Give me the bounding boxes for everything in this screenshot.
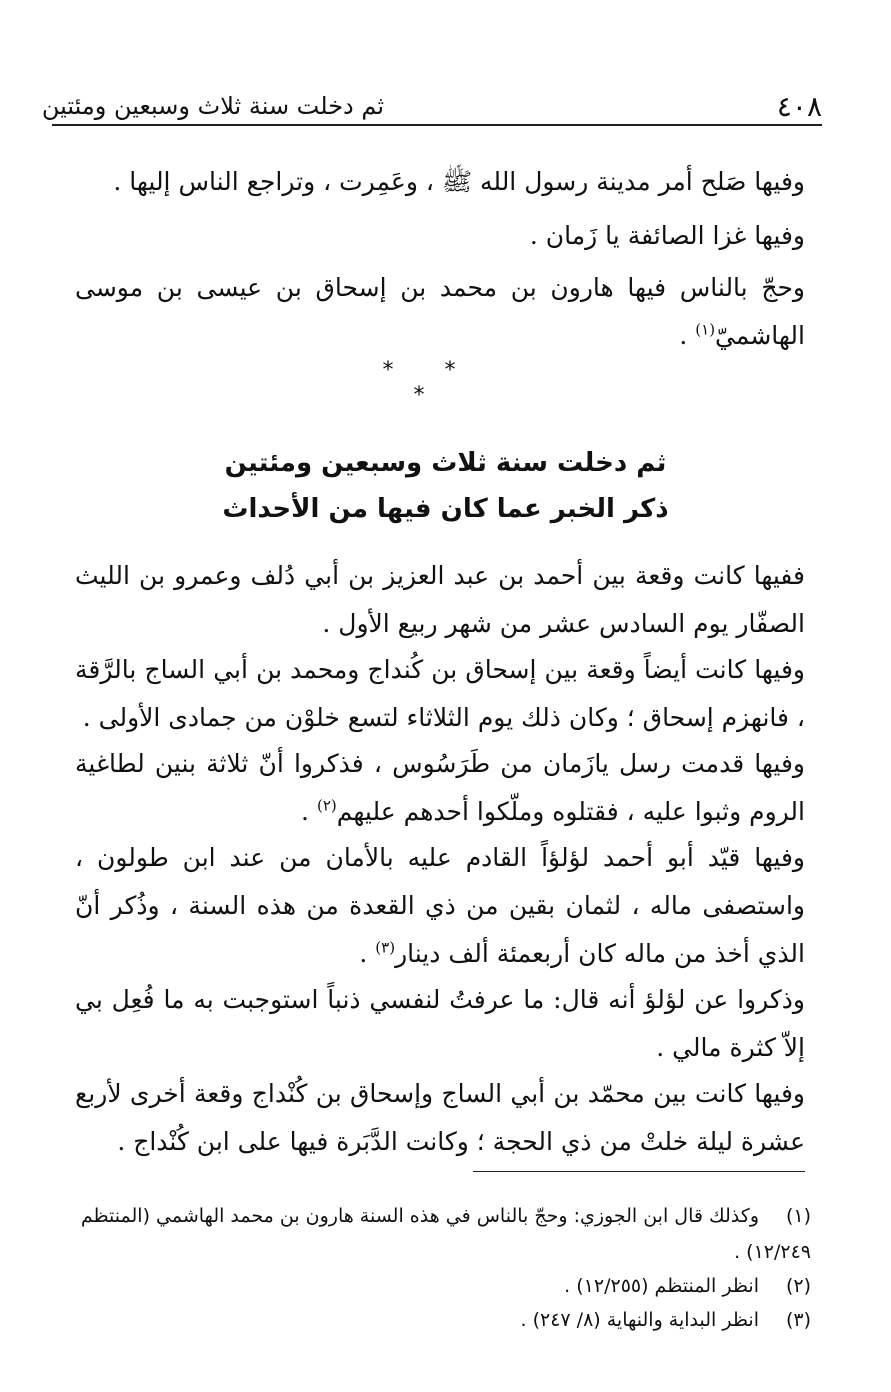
paragraph-text: وفيها كانت بين محمّد بن أبي الساج وإسحاق بن كُنْداج وقعة أخرى لأربع عشرة ليلة خلتْ من ذي الحجة ؛ وكانت الدَّبَرة فيها على ابن كُنْداج . [75, 1079, 805, 1156]
section-subtitle: ذكر الخبر عما كان فيها من الأحداث [222, 494, 669, 524]
footnote-number: (٣) [785, 1309, 811, 1331]
paragraph [75, 1070, 805, 1166]
footnote-text: وكذلك قال ابن الجوزي: وحجّ بالناس في هذه السنة هارون بن محمد الهاشمي (المنتظم ١٢/٢٤٩) . [80, 1205, 811, 1263]
paragraph-text: وفيها قيّد أبو أحمد لؤلؤاً القادم عليه بالأمان من عند ابن طولون ، واستصفى ماله ، لثمان بقين من ذي القعدة من هذه السنة ، وذُكر أنّ الذي أخذ من ماله كان أربعمئة ألف دينار [75, 843, 805, 968]
footnote-divider [473, 1171, 805, 1172]
page-number: ٤٠٨ [776, 90, 822, 123]
paragraph [75, 264, 805, 360]
footnote [69, 1268, 811, 1304]
paragraph-text: وفيها قدمت رسل يازَمان من طَرَسُوس ، فذكروا أنّ ثلاثة بنين لطاغية الروم وثبوا عليه ، فقتلوه وملّكوا أحدهم عليهم [75, 749, 805, 826]
footnote [69, 1198, 811, 1270]
paragraph-text: وحجّ بالناس فيها هارون بن محمد بن إسحاق بن عيسى بن موسى الهاشميّ [75, 273, 805, 350]
paragraph-text: . [359, 939, 376, 968]
paragraph [75, 212, 805, 260]
paragraph-text: وفيها غزا الصائفة يا زَمان . [529, 221, 805, 250]
footnote-ref[interactable]: (١) [695, 320, 716, 339]
footnote-ref[interactable]: (٣) [375, 938, 396, 957]
paragraph-text: وذكروا عن لؤلؤ أنه قال: ما عرفتُ لنفسي ذنباً استوجبت به ما فُعِل بي إلاّ كثرة مالي . [75, 985, 805, 1062]
running-title: ثم دخلت سنة ثلاث وسبعين ومئتين [41, 92, 384, 120]
section-title: ثم دخلت سنة ثلاث وسبعين ومئتين [224, 448, 667, 478]
paragraph [75, 158, 805, 206]
paragraph [75, 834, 805, 978]
paragraph [75, 646, 805, 742]
footnote-number: (٢) [785, 1275, 811, 1297]
paragraph-text: ففيها كانت وقعة بين أحمد بن عبد العزيز بن أبي دُلف وعمرو بن الليث الصفّار يوم السادس عشر من شهر ربيع الأول . [75, 561, 805, 638]
paragraph [75, 740, 805, 836]
paragraph [75, 976, 805, 1072]
footnote-text: انظر المنتظم (١٢/٢٥٥) . [564, 1275, 759, 1297]
paragraph-text: وفيها صَلح أمر مدينة رسول الله ﷺ ، وعَمِرت ، وتراجع الناس إليها . [113, 167, 805, 196]
section-separator: * * * [382, 358, 478, 408]
footnote-text: انظر البداية والنهاية (٨/ ٢٤٧) . [520, 1309, 759, 1331]
footnote [69, 1302, 811, 1338]
paragraph-text: . [301, 797, 317, 826]
paragraph-text: وفيها كانت أيضاً وقعة بين إسحاق بن كُنداج ومحمد بن أبي الساج بالرَّقة ، فانهزم إسحاق ؛ وكان ذلك يوم الثلاثاء لتسع خلوْن من جمادى الأولى . [75, 655, 805, 732]
paragraph-text: . [679, 321, 696, 350]
footnote-ref[interactable]: (٢) [316, 796, 337, 815]
paragraph [75, 552, 805, 648]
footnote-number: (١) [785, 1205, 811, 1227]
page-header [41, 84, 822, 126]
